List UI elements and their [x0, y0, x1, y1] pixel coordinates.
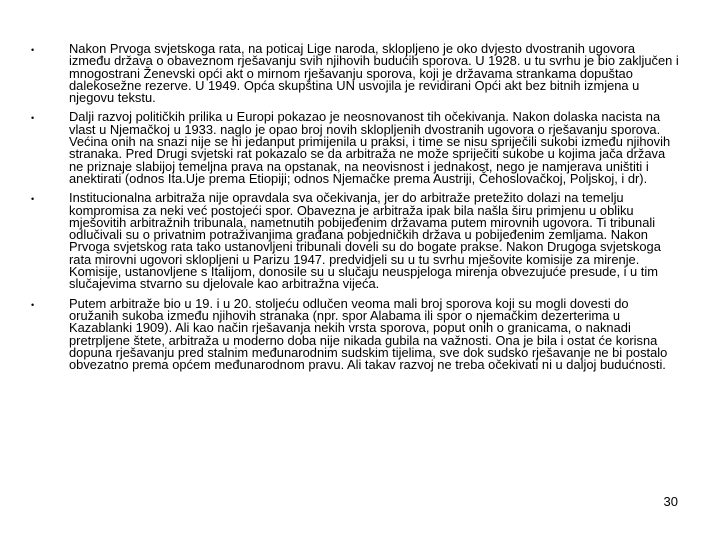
bullet-marker-icon: •	[31, 45, 35, 55]
bullet-marker-icon: •	[31, 299, 35, 310]
page-number: 30	[663, 494, 678, 509]
bullet-list	[28, 43, 680, 371]
bullet-text: Dalji razvoj političkih prilika u Europi pokazao je neosnovanost tih očekivanja. Nakon dolaska nacista na vlast u Njemačkoj u 1933. naglo je opao broj novih sklopljenih dvostranih ugovora o rješavanju sporova. Većina onih na snazi nije se hi jedanput primijenila u praksi, i time se nisu spriječili sukobi između njihovih stranaka. Pred Drugi svjetski rat pokazalo se da arbitraža ne može spriječiti sukobe u kojima jača država ne priznaje slabijoj temeljna prava na opstanak, na neovisnost i jednakost, nego je namjerava uništiti i anektirati (odnos Ita.Uje prema Etiopiji; odnos Njemačke prema Austriji, Čehoslovačkoj, Poljskoj, i dr).	[69, 109, 671, 186]
bullet-item-1	[28, 43, 680, 104]
bullet-text: Nakon Prvoga svjetskoga rata, na poticaj Lige naroda, sklopljeno je oko dvjesto dvostranih ugovora između država o obaveznom rješavanju svih njihovih budućih sporova. U 1928. u tu svrhu je bio zaključen i mnogostrani Ženevski opći akt o mirnom rješavanju sporova, koji je državama strankama dopuštao dalekosežne rezerve. U 1949. Opća skupština UN usvojila je revidirani Opći akt bez bitnih izmjena u njegovu tekstu.	[69, 41, 679, 106]
bullet-item-3	[28, 192, 680, 290]
bullet-item-2	[28, 111, 680, 185]
bullet-text: Institucionalna arbitraža nije opravdala sva očekivanja, jer do arbitraže pretežito dolazi na temelju kompromisa za neki već postojeći spor. Obavezna je arbitraža ipak bila našla širu primjenu u obliku mješovitih arbitražnih tribunala, nametnutih pobijeđenim državama putem mirovnih ugovora. Ti tribunali odlučivali su o privatnim potraživanjima građana pobjedničkih država u pobijeđenim zemljama. Nakon Prvoga svjetskog rata tako ustanovljeni tribunali doveli su do bogate prakse. Nakon Drugoga svjetskoga rata mirovni ugovori sklopljeni u Parizu 1947. predvidjeli su u tu svrhu mješovite komisije za mirenje. Komisije, ustanovljene s Italijom, donosile su u slučaju neuspjeloga mirenja obvezujuće presude, i u tim slučajevima stvarno su djelovale kao arbitražna vijeća.	[69, 190, 661, 292]
bullet-marker-icon: •	[31, 113, 35, 124]
bullet-item-4	[28, 295, 680, 373]
bullet-text: Putem arbitraže bio u 19. i u 20. stoljeću odlučen veoma mali broj sporova koji su mogli dovesti do oružanih sukoba između njihovih stranaka (npr. spor Alabama ili spor o njemačkim dezerterima u Kazablanki 1909). Ali kao način rješavanja nekih vrsta sporova, poput onih o granicama, o naknadi pretrpljene štete, arbitraža u moderno doba nije nikada gubila na važnosti. Ona je bila i ostat će korisna dopuna rješavanju pred stalnim međunarodnim sudskim tijelima, sve dok sudsko rješavanje ne bi postalo obvezatno prema općem međunarodnom pravu. Ali takav razvoj ne treba očekivati ni u daljoj budućnosti.	[69, 295, 668, 373]
bullet-marker-icon: •	[31, 194, 35, 205]
